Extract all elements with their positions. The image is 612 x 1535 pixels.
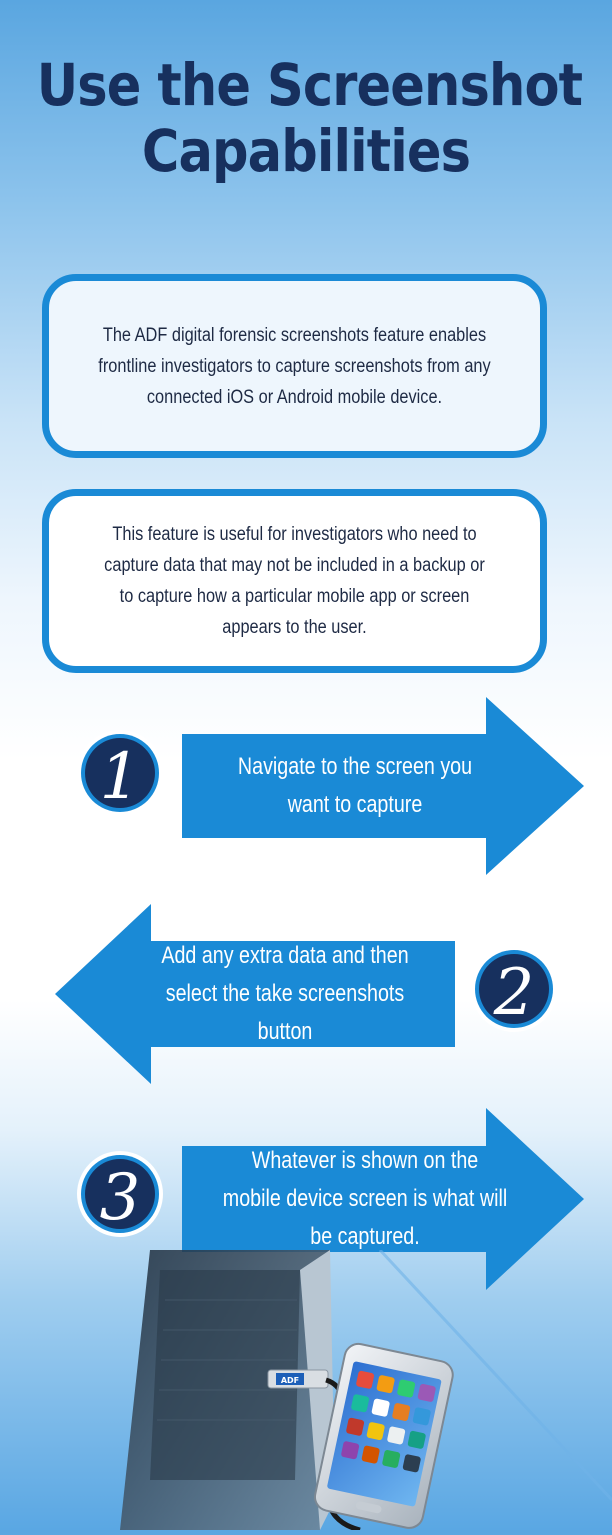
step-3-badge — [75, 1149, 165, 1244]
laptop-phone-illustration — [0, 1250, 612, 1535]
intro-card — [42, 274, 547, 458]
usb-drive — [268, 1370, 328, 1388]
title-line-1: Use the Screenshot — [36, 51, 583, 119]
usb-label: ADF — [280, 1376, 300, 1385]
page-title — [36, 51, 583, 185]
step-3-number: 3 — [99, 1161, 141, 1235]
title-line-2: Capabilities — [141, 117, 471, 185]
intro-card-text: The ADF digital forensic screenshots feature enables frontline investigators to capture screenshots from any connected iOS or Android mobile device. — [98, 324, 491, 408]
use-case-card — [42, 489, 547, 673]
use-case-card-text: This feature is useful for investigators who need to capture data that may not be included in a backup or to capture how a particular mobile app or screen appears to the user. — [104, 524, 485, 638]
step-1-text: Navigate to the screen you want to capture — [237, 753, 473, 818]
step-2-text: Add any extra data and then select the take screenshots button — [161, 942, 409, 1045]
smartphone — [312, 1341, 455, 1530]
step-1-badge — [75, 728, 165, 823]
step-3-text: Whatever is shown on the mobile device screen is what will be captured. — [222, 1147, 508, 1250]
step-2-number: 2 — [493, 956, 535, 1030]
step-2-badge — [469, 944, 559, 1039]
step-1-number: 1 — [99, 740, 141, 814]
